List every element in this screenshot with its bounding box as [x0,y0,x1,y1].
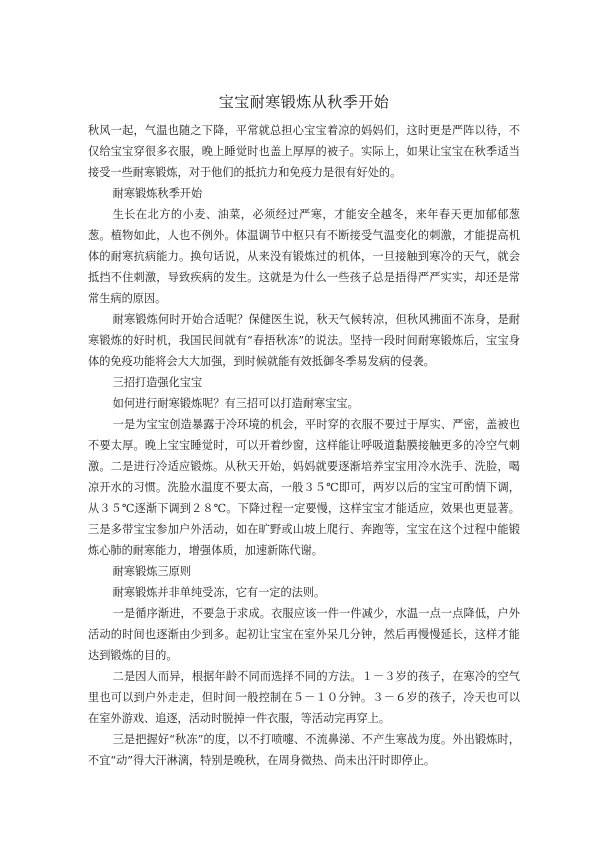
paragraph-why-cold-training: 生长在北方的小麦、油菜，必须经过严寒，才能安全越冬，来年春天更加郁郁葱葱。植物如此，人也不例外。体温调节中枢只有不断接受气温变化的刺激，才能提高机体的耐寒抗病能力。换句话说，从来没有锻炼过的机体，一旦接触到寒冷的天气，就会抵挡不住刺激，导致疾病的发生。这就是为什么一些孩子总是捂得严严实实，却还是常常生病的原因。 [88,208,520,305]
paragraph-methods-intro: 如何进行耐寒锻炼呢？有三招可以打造耐寒宝宝。 [112,397,359,410]
paragraph-principles-intro: 耐寒锻炼并非单纯受冻，它有一定的法则。 [112,586,326,599]
section-heading-autumn-start: 耐寒锻炼秋季开始 [112,187,203,200]
section-heading-three-principles: 耐寒锻炼三原则 [112,565,191,578]
section-heading-three-methods: 三招打造强化宝宝 [112,376,203,389]
paragraph-intro: 秋风一起，气温也随之下降，平常就总担心宝宝着凉的妈妈们，这时更是严阵以待，不仅给宝宝穿很多衣服，晚上睡觉时也盖上厚厚的被子。实际上，如果让宝宝在秋季适当接受一些耐寒锻炼，对于他们的抵抗力和免疫力是很有好处的。 [88,124,520,179]
paragraph-principle-gradual: 一是循序渐进，不要急于求成。衣服应该一件一件减少，水温一点一点降低，户外活动的时间也逐渐由少到多。起初让宝宝在室外呆几分钟，然后再慢慢延长，这样才能达到锻炼的目的。 [88,607,520,662]
paragraph-principle-age: 二是因人而异，根据年龄不同而选择不同的方法。１－３岁的孩子，在寒冷的空气里也可以到户外走走，但时间一般控制在５－１０分钟。３－６岁的孩子，冷天也可以在室外游戏、追逐，活动时脱掉一件衣服，等活动完再穿上。 [88,670,520,725]
document-page [88,92,520,771]
paragraph-methods-detail: 一是为宝宝创造暴露于冷环境的机会，平时穿的衣服不要过于厚实、严密，盖被也不要太厚。晚上宝宝睡觉时，可以开着纱窗，这样能让呼吸道黏膜接触更多的冷空气刺激。二是进行冷适应锻炼。从秋天开始，妈妈就要逐渐培养宝宝用冷水洗手、洗脸，喝凉开水的习惯。洗脸水温度不要太高，一般３５℃即可，两岁以后的宝宝可酌情下调，从３５℃逐渐下调到２８℃。下降过程一定要慢，这样宝宝才能适应，效果也更显著。三是多带宝宝参加户外活动，如在旷野或山坡上爬行、奔跑等，宝宝在这个过程中能锻炼心肺的耐寒能力，增强体质，加速新陈代谢。 [88,418,520,557]
paragraph-principle-degree: 三是把握好“秋冻”的度，以不打喷嚏、不流鼻涕、不产生寒战为度。外出锻炼时，不宜“动”得大汗淋漓，特别是晚秋，在周身微热、尚未出汗时即停止。 [88,733,520,767]
document-title: 宝宝耐寒锻炼从秋季开始 [218,93,390,111]
paragraph-when-to-start: 耐寒锻炼何时开始合适呢？保健医生说，秋天气候转凉，但秋风拂面不冻身，是耐寒锻炼的好时机，我国民间就有“春捂秋冻”的说法。坚持一段时间耐寒锻炼后，宝宝身体的免疫功能将会大大加强，到时候就能有效抵御冬季易发病的侵袭。 [88,313,520,368]
